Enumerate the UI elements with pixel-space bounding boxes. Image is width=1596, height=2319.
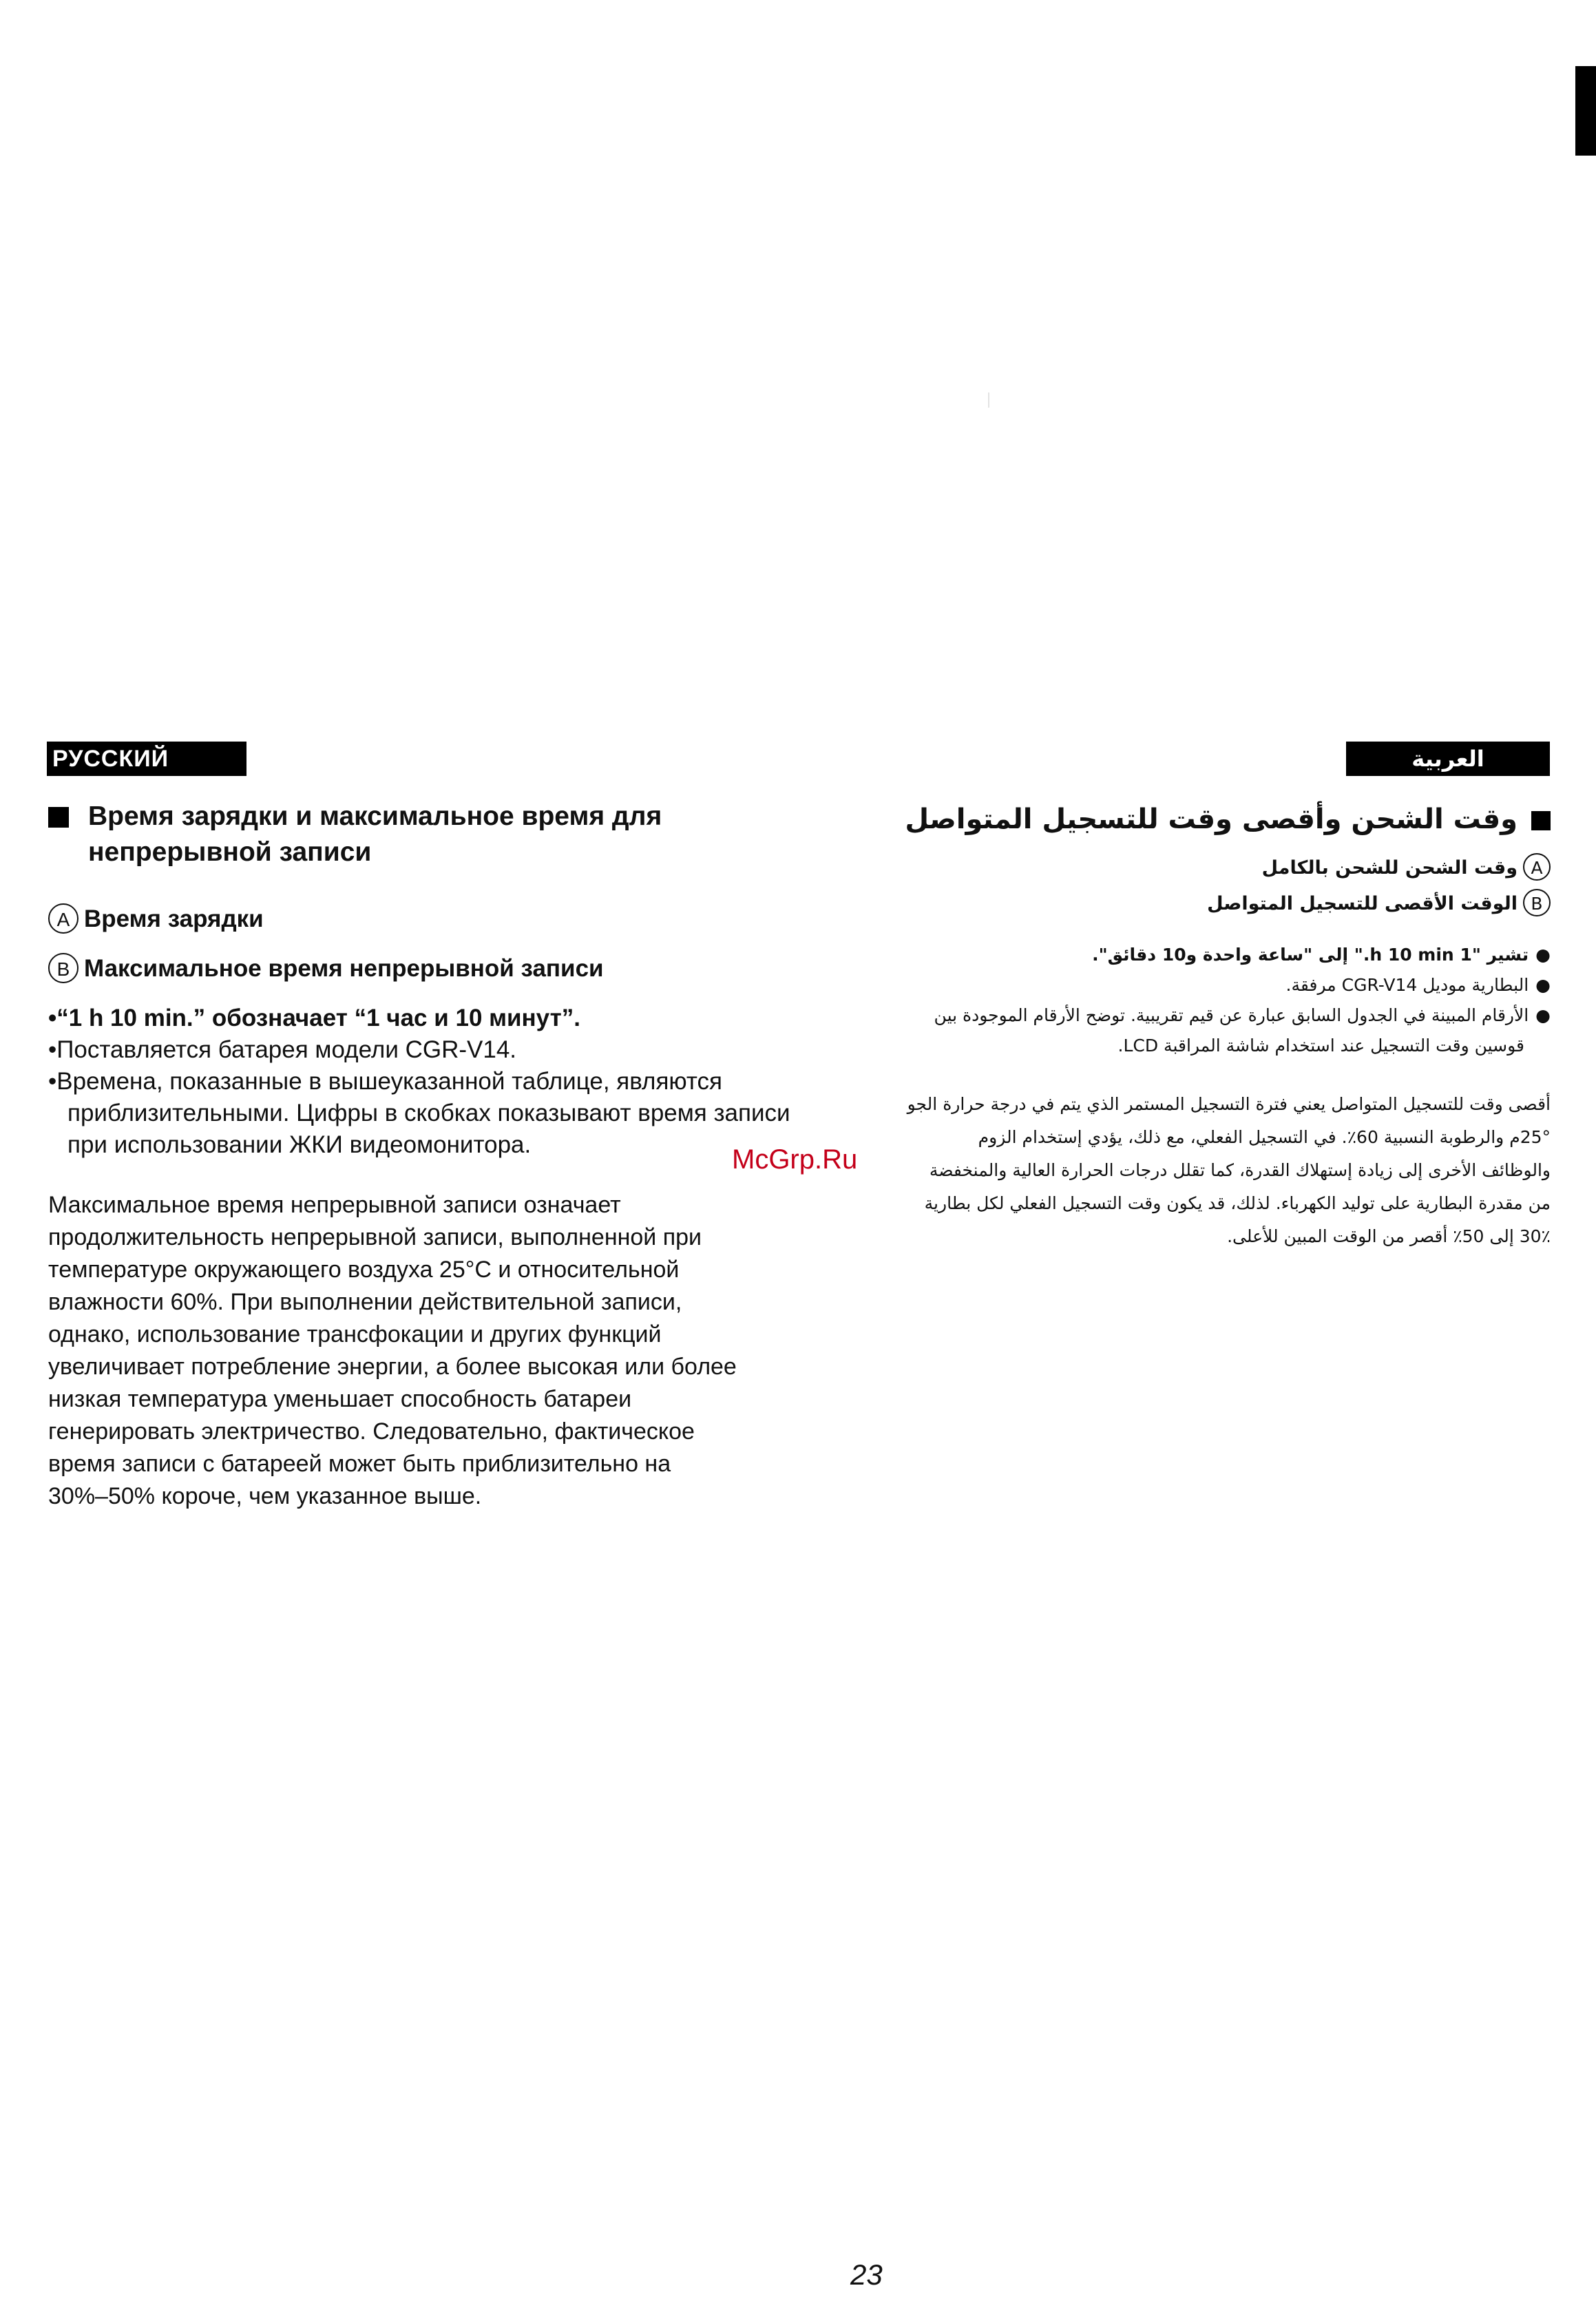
russian-heading bbox=[48, 799, 818, 870]
russian-paragraph-line: температуре окружающего воздуха 25°C и относительной bbox=[48, 1257, 680, 1283]
russian-bullet-list bbox=[48, 1003, 790, 1161]
arabic-paragraph-line: 30٪ إلى 50٪ أقصر من الوقت المبين للأعلى. bbox=[1227, 1226, 1551, 1246]
russian-bullet-3: •Времена, показанные в вышеуказанной таблице, являются приблизительными. Цифры в скобках показывают время записи при использовании ЖКИ видеомонитора. bbox=[48, 1068, 790, 1158]
russian-paragraph-line: низкая температура уменьшает способность батареи bbox=[48, 1386, 632, 1412]
arabic-item-b bbox=[876, 886, 1551, 922]
page-number: 23 bbox=[850, 2258, 883, 2291]
russian-paragraph-line: увеличивает потребление энергии, а более высокая или более bbox=[48, 1354, 737, 1380]
arabic-bullet-3-continued: قوسين وقت التسجيل عند استخدام شاشة المراقبة LCD. bbox=[1117, 1036, 1524, 1056]
arabic-paragraph-line: أقصى وقت للتسجيل المتواصل يعني فترة التسجيل المستمر الذي يتم في درجة حرارة الجو bbox=[907, 1094, 1551, 1114]
circled-a-icon: A bbox=[48, 903, 78, 934]
scan-artifact bbox=[988, 392, 989, 408]
russian-bullet-1: •“1 h 10 min.” обозначает “1 час и 10 минут”. bbox=[48, 1005, 580, 1031]
arabic-heading-text: وقت الشحن وأقصى وقت للتسجيل المتواصل bbox=[905, 804, 1518, 835]
square-bullet-icon bbox=[1531, 811, 1551, 830]
russian-paragraph bbox=[48, 1189, 812, 1513]
language-tab-arabic: العربية bbox=[1346, 742, 1550, 776]
russian-paragraph-line: время записи с батареей может быть приблизительно на bbox=[48, 1451, 671, 1477]
circled-b-icon: B bbox=[48, 953, 78, 983]
arabic-heading bbox=[876, 799, 1551, 840]
arabic-paragraph bbox=[876, 1088, 1551, 1253]
arabic-paragraph-line: من مقدرة البطارية على توليد الكهرباء. لذلك، قد يكون وقت التسجيل الفعلي لكل بطارية bbox=[924, 1193, 1551, 1213]
arabic-bullet-list bbox=[876, 940, 1551, 1061]
russian-item-b-text: Максимальное время непрерывной записи bbox=[84, 955, 604, 982]
russian-paragraph-line: 30%–50% короче, чем указанное выше. bbox=[48, 1483, 482, 1509]
arabic-item-b-text: الوقت الأقصى للتسجيل المتواصل bbox=[1207, 893, 1518, 914]
russian-item-b bbox=[48, 953, 778, 985]
russian-paragraph-line: продолжительность непрерывной записи, выполненной при bbox=[48, 1224, 702, 1250]
russian-heading-line-2: непрерывной записи bbox=[88, 837, 372, 867]
watermark-link[interactable]: McGrp.Ru bbox=[732, 1144, 858, 1175]
arabic-item-a bbox=[876, 850, 1551, 886]
arabic-items bbox=[876, 850, 1551, 922]
square-bullet-icon bbox=[48, 807, 69, 828]
russian-bullet-2: •Поставляется батарея модели CGR-V14. bbox=[48, 1036, 517, 1063]
russian-paragraph-line: однако, использование трансфокации и других функций bbox=[48, 1321, 662, 1347]
arabic-paragraph-line: 25°م والرطوبة النسبية 60٪. في التسجيل الفعلي، مع ذلك، يؤدي إستخدام الزوم bbox=[978, 1127, 1551, 1147]
russian-item-a-text: Время зарядки bbox=[84, 905, 264, 932]
arabic-bullet-2: ● البطارية موديل CGR-V14 مرفقة. bbox=[876, 970, 1551, 1000]
russian-paragraph-line: генерировать электричество. Следовательно, фактическое bbox=[48, 1418, 695, 1445]
circled-a-icon: A bbox=[1523, 853, 1551, 881]
arabic-paragraph-line: والوظائف الأخرى إلى زيادة إستهلاك القدرة، كما تقلل درجات الحرارة العالية والمنخفضة bbox=[929, 1160, 1551, 1180]
russian-paragraph-line: Максимальное время непрерывной записи означает bbox=[48, 1192, 621, 1218]
arabic-bullet-3: ● الأرقام المبينة في الجدول السابق عبارة عن قيم تقريبية. توضح الأرقام الموجودة بين bbox=[876, 1000, 1551, 1031]
language-tab-russian: РУССКИЙ ЯЗЫК bbox=[47, 742, 246, 776]
section-edge-marker bbox=[1575, 66, 1596, 156]
circled-b-icon: B bbox=[1523, 889, 1551, 916]
russian-item-a bbox=[48, 903, 778, 936]
russian-paragraph-line: влажности 60%. При выполнении действительной записи, bbox=[48, 1289, 682, 1315]
russian-heading-line-1: Время зарядки и максимальное время для bbox=[88, 801, 662, 831]
arabic-bullet-1: ● تشير "1 h 10 min." إلى "ساعة واحدة و10 دقائق". bbox=[876, 940, 1551, 970]
arabic-item-a-text: وقت الشحن للشحن بالكامل bbox=[1261, 857, 1518, 879]
